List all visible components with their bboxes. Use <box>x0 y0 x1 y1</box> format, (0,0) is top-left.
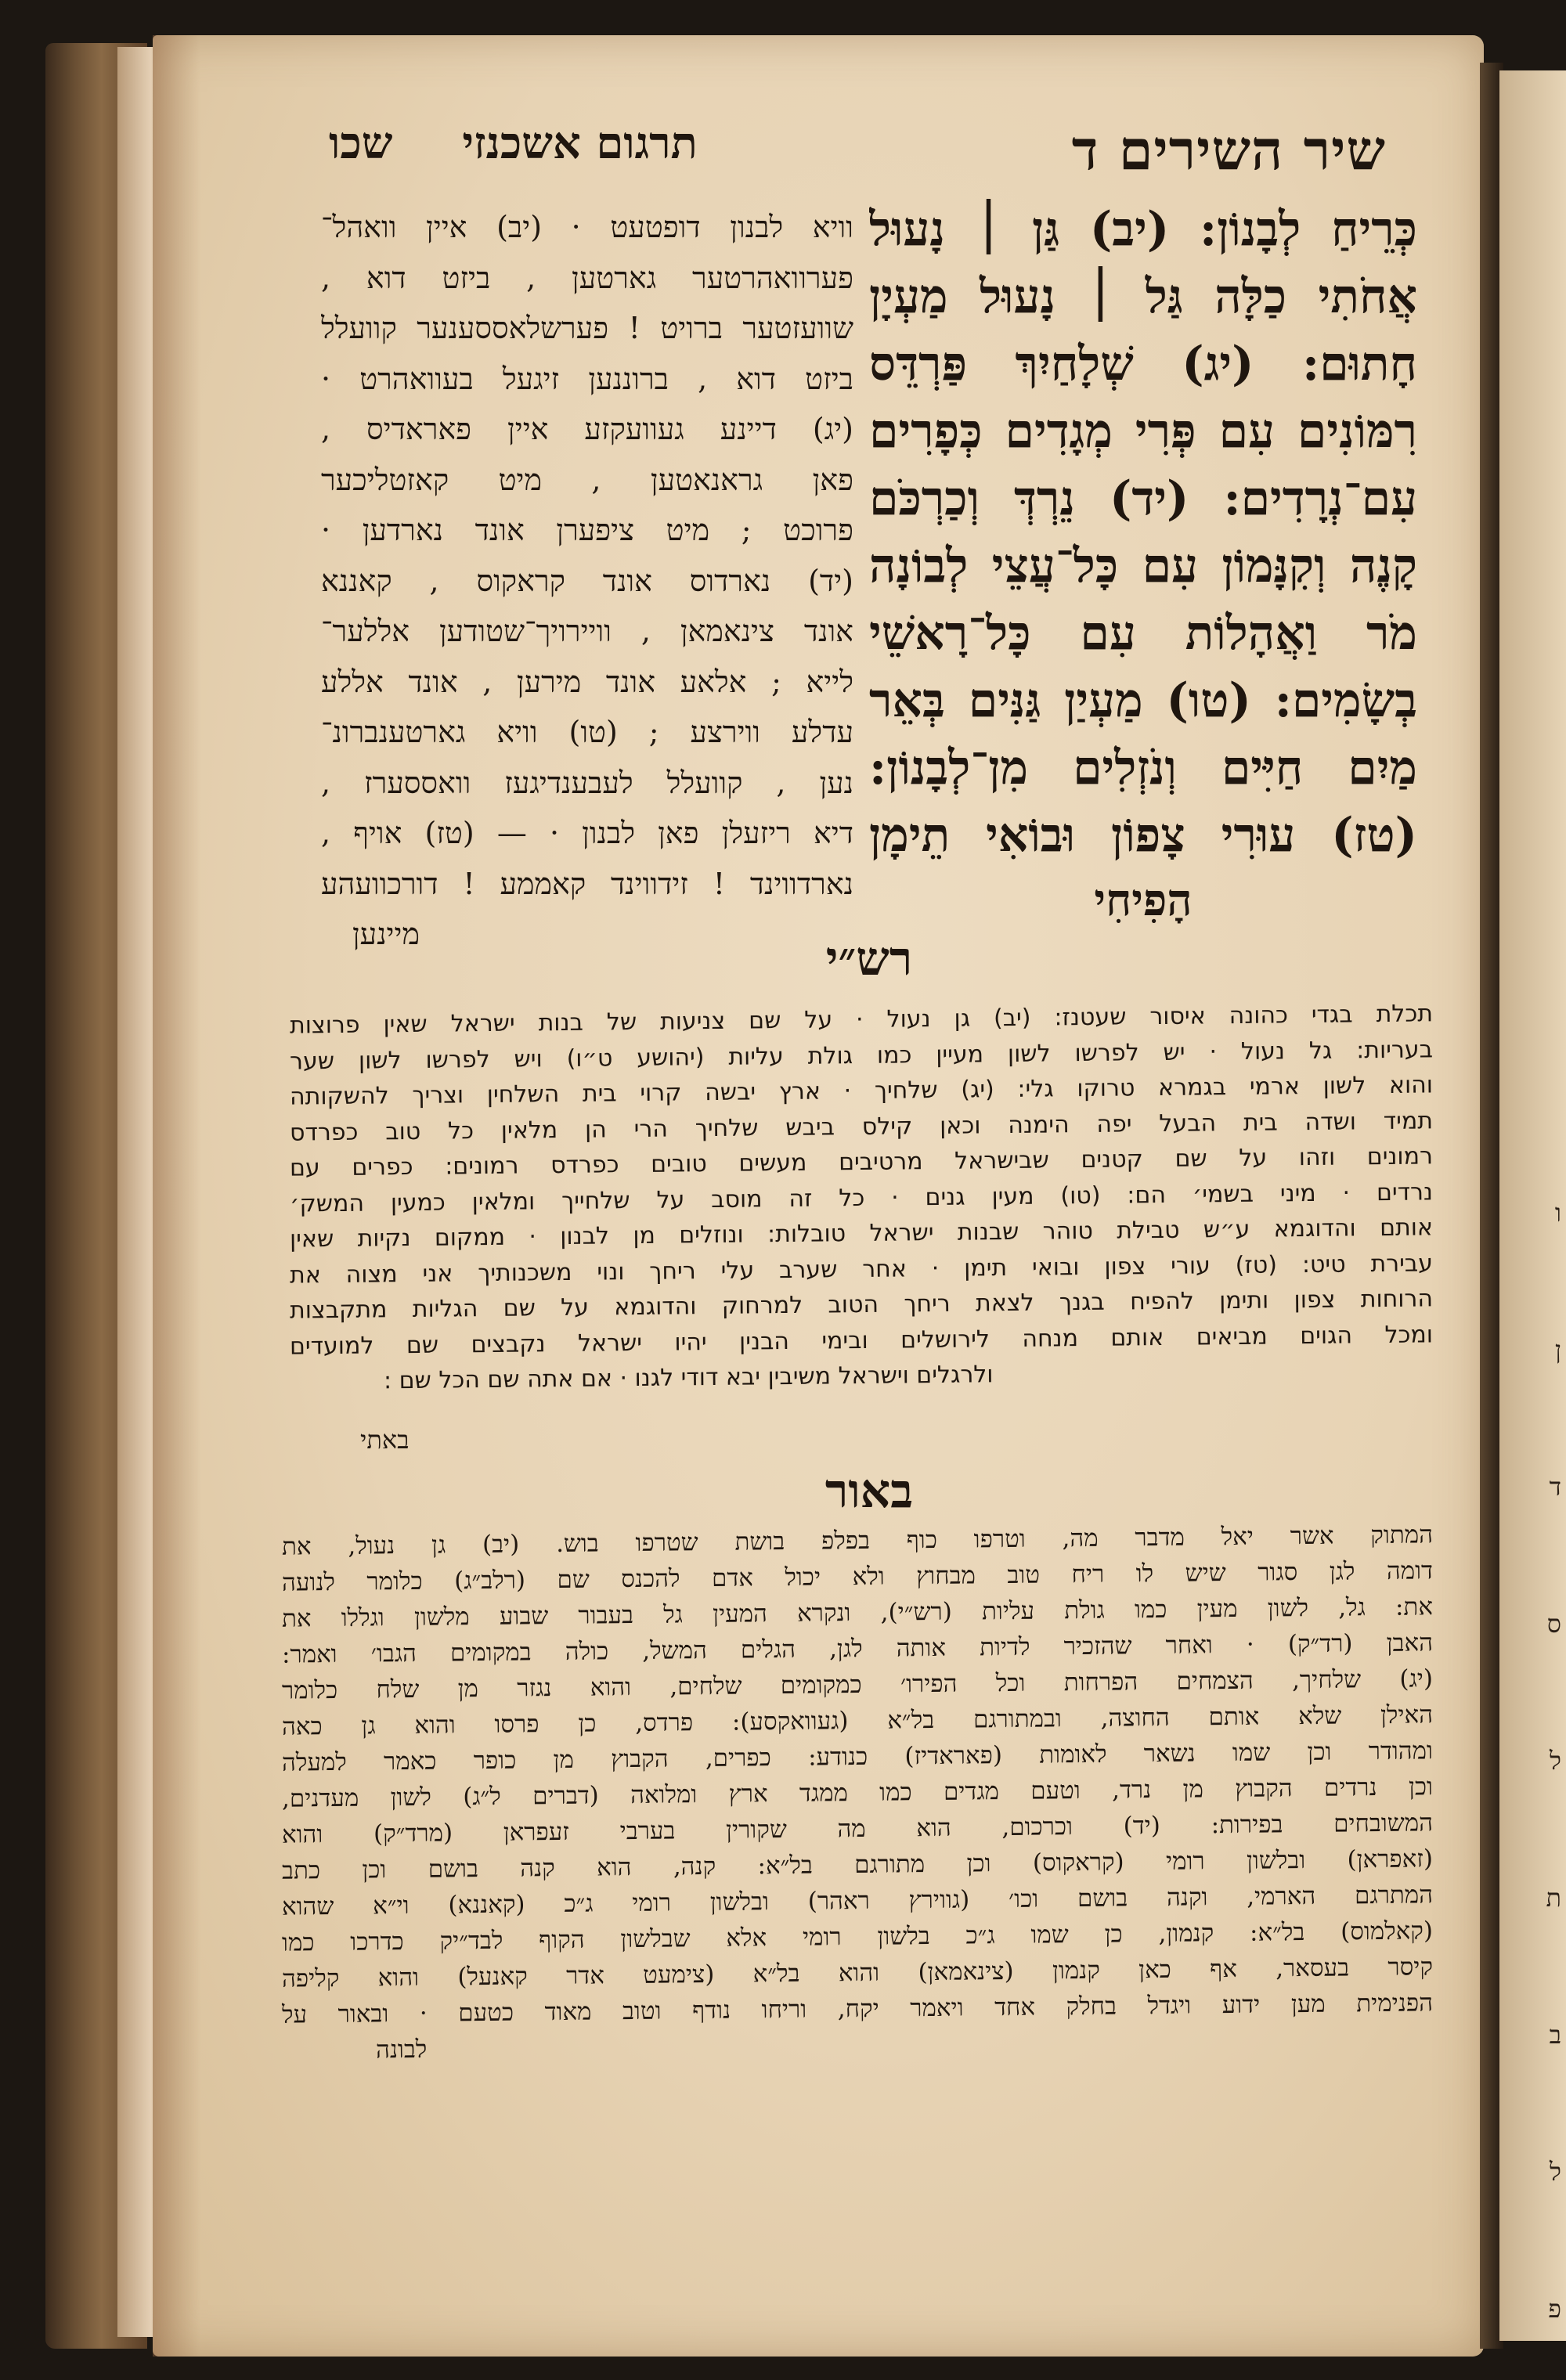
verse-line: בְשָׂמִים: (טו) מַעְיַן גַּנִּים בְּאֵר <box>869 673 1417 728</box>
translation-line: לייא ; אלאע אונד מירען , אונד אללע <box>321 664 853 699</box>
biur-line: (זאפראן) ובלשון רומי (קראקוס) וכן מתורגם בל״א: קנה, הוא קנה בושם וכן כתב <box>281 1844 1434 1885</box>
verse-line: חָתוּם: (יג) שְׁלָחַיִךְ פַּרְדֵּס <box>869 337 1417 391</box>
biblical-text-column <box>869 196 1417 936</box>
biur-line: המתוק אשר יאל מדבר מה, וטרפו כוף בפלפ בושת שטרפו בוש. (יב) גן נעול, את <box>281 1520 1434 1561</box>
next-page-fragment: ב <box>1549 2020 1561 2050</box>
page-number: שכו <box>329 117 393 169</box>
biur-line: את: גל, לשון מעין כמו גולת עליות (רש״י), ונקרא המעין גל בעבור שבוע מלשון וגללו את <box>281 1592 1434 1633</box>
biur-heading: באור <box>824 1464 914 1519</box>
verse-line: מֹר וַאֲהָלוֹת עִם כָּל־רָאשֵׁי <box>869 606 1417 661</box>
translation-line: וויא לבנון דופטעט · (יב) איין וואהל־ <box>321 210 853 244</box>
biur-line: הפנימית מען ידוע ויגדל בחלק אחד ויאמר יקח, וריחו נודף וטוב מאוד כטעם · ובאור על <box>281 1989 1434 2029</box>
biur-line: המתרגם הארמי, וקנה בושם וכו׳ (גווירץ ראהר) ובלשון רומי ג״כ (קאננא) וי״א שהוא <box>281 1881 1434 1921</box>
rashi-line: ומכל הגוים מביאים אותם מנחה לירושלים ובימי הבנין יהיו ישראל נקבצים שם למועדים <box>289 1320 1434 1361</box>
verse-line: עִם־נְרָדִים: (יד) נֵרְדְּ וְכַרְכֹּם <box>869 471 1417 526</box>
translation-line: אונד צינאמאן , וויירויך־שטודען אללער־ <box>321 614 853 648</box>
rashi-line: והוא לשון ארמי בגמרא טרוקו גלי: (יג) שלחיך · ארץ יבשה קרוי בית השלחין וצריך להשקותה <box>289 1071 1434 1111</box>
translation-line: נארדווינד ! זידווינד קאממע ! דורכוועהע <box>321 866 853 901</box>
biur-line: המשובחים בפירות: (יד) וכרכום, הוא מה שקורין בערבי זעפראן (מרד״ק) והוא <box>281 1808 1434 1849</box>
verse-line: רִמּוֹנִים עִם פְּרִי מְגָדִים כְּפָרִים <box>869 404 1417 459</box>
rashi-line: תכלת בגדי כהונה איסור שעטנז: (יב) גן נעול · על שם צניעות של בנות ישראל שאין פרוצות <box>289 1000 1434 1040</box>
rashi-line: עבירת טיט: (טז) עורי צפון ובואי תימן · אחר שערב עלי ריחך ונוי משכנותיך אני מצוה את <box>289 1249 1434 1289</box>
running-header-title: שיר השירים ד <box>1071 117 1386 182</box>
translation-line: (יג) דיינע געוועקזע איין פאראדיס , <box>321 412 853 446</box>
header-translation-label: תרגום אשכנזי <box>462 117 698 169</box>
translation-line: ביזט דוא , ברוננען זיגעל בעוואהרט · <box>321 361 853 396</box>
rashi-line: ולרגלים וישראל משיבין יבא דודי לגנו · אם אתה שם הכל שם : <box>383 1361 994 1395</box>
biur-line: לבונה <box>375 2035 428 2064</box>
biur-line: האילן שלא אותם החוצה, ובמתורגם בל״א (געוואקסע): פרדס, כן פרסו והוא גן כאה <box>281 1700 1434 1741</box>
rashi-heading: רש״י <box>825 932 913 986</box>
biur-line: וכן נרדים הקבוץ מן נרד, וטעם מגדים כמו ממגד ארץ ומלואה (דברים ל״ג) לשון מעדנים, <box>281 1772 1434 1813</box>
translation-line: פאן גראנאטען , מיט קאזטליכער <box>321 462 853 497</box>
translation-line: פרוכט ; מיט ציפערן אונד נארדען · <box>321 513 853 547</box>
biur-line: ומהודר וכן שמו נשאר לאומות (פאראדיז) כנודע: כפרים, הקבוץ מן כופר כאמר למעלה <box>281 1736 1434 1777</box>
translation-line: פערוואהרטער גארטען , ביזט דוא , <box>321 260 853 295</box>
next-page-fragment: ו <box>1554 1198 1561 1228</box>
rashi-line: בעריות: גל נעול · יש לפרשו לשון מעיין כמו גולת עליות (יהושע ט״ו) ויש לפרשו לשון שער <box>289 1035 1434 1076</box>
next-page-fragment: ס <box>1546 1609 1561 1639</box>
biur-line: (יג) שלחיך, הצמחים הפרחות וכל הפירו׳ כמקומים שלחים, והוא נגזר מן שלח כלומר <box>281 1664 1434 1705</box>
catchword: באתי <box>360 1425 410 1455</box>
biur-line: דומה לגן סגור שיש לו ריח טוב מבחוץ ולא יכול אדם להכנס שם (רלב״ג) כלומר לנועה <box>281 1556 1434 1597</box>
rashi-line: הרוחות צפון ותימן להפיח בגנך לצאת ריחך הטוב למרחוק והדוגמא על שם הגליות מתקבצות <box>289 1285 1434 1325</box>
biur-line: (קאלמוס) בל״א: קנמון, כן שמו ג״כ בלשון רומי אלא שבלשון הקוף לבד״יק כדרכו כמו <box>281 1917 1434 1957</box>
translation-line: (יד) נארדוס אונד קראקוס , קאננא <box>321 563 853 598</box>
verse-line: מַיִם חַיִּים וְנֹזְלִים מִן־לְבָנוֹן: <box>869 741 1417 795</box>
verse-line: אֲחֹתִי כַלָּה גַּל ׀ נָעוּל מַעְיָן <box>869 269 1417 324</box>
rashi-commentary <box>290 1002 1433 1394</box>
rashi-line: נרדים · מיני בשמי׳ הם: (טו) מעין גנים · כל זה מוסב על שלחייך ומלאין כמעין המשק׳ <box>289 1177 1434 1218</box>
rashi-line: רמונים וזהו על שם קטנים שבישראל מרטיבים מעשים טובים כפרדס רמונים: כפרים עם <box>289 1142 1434 1182</box>
verse-line: כְּרֵיחַ לְבָנוֹן: (יב) גַּן ׀ נָעוּל <box>869 202 1417 257</box>
next-page-fragment: ל <box>1550 1746 1561 1776</box>
translation-line: נען , קוועלל לעבענדיגעז וואססערז , <box>321 765 853 800</box>
translation-line: מיינען <box>352 917 420 951</box>
translation-line: דיא ריזעלן פאן לבנון · — (טז) אויף , <box>321 816 853 850</box>
running-header-translation <box>329 117 783 169</box>
rashi-line: אותם והדוגמא ע״ש טבילת טוהר שבנות ישראל טובלות: ונוזלים מן לבנון · ממקום נקיות שאין <box>289 1213 1434 1253</box>
biur-commentary <box>281 1520 1434 2064</box>
rashi-line: תמיד ושדה בית הבעל יפה הימנה וכאן קילס ביבש שלחיך הרי הן מלאין כל טוב כפרדס <box>289 1106 1434 1147</box>
biur-line: האבן (רד״ק) · ואחר שהזכיר לדיות אותה לגן, הגלים המשל, כולה במקומים הגבו׳ ואמר: <box>281 1628 1434 1669</box>
page-shadow <box>153 35 200 2357</box>
translation-line: עדלע ווירצע ; (טו) וויא גארטענברונ־ <box>321 715 853 749</box>
translation-column <box>321 202 853 960</box>
next-page-fragment: פ <box>1548 2294 1561 2324</box>
biur-line: קיסר בעסאר, אף כאן קנמון (צינאמאן) והוא בל״א (צימעט אדר קאנעל) והוא קליפה <box>281 1953 1434 1993</box>
verse-line: הָפִיחִי <box>1094 874 1193 926</box>
verse-line: (טז) עוּרִי צָפוֹן וּבוֹאִי תֵימָן <box>869 808 1417 863</box>
verse-line: קָנֶה וְקִנָּמוֹן עִם כָּל־עֲצֵי לְבוֹנָה <box>869 539 1417 593</box>
next-page-fragment: ת <box>1546 1883 1561 1913</box>
next-page-fragment: ד <box>1549 1472 1561 1502</box>
translation-line: שוועזטער ברויט ! פערשלאססענער קוועלל <box>321 311 853 345</box>
next-page-edge <box>1499 70 1566 2341</box>
next-page-fragment: ן <box>1554 1335 1561 1365</box>
next-page-fragment: ל <box>1550 2157 1561 2187</box>
